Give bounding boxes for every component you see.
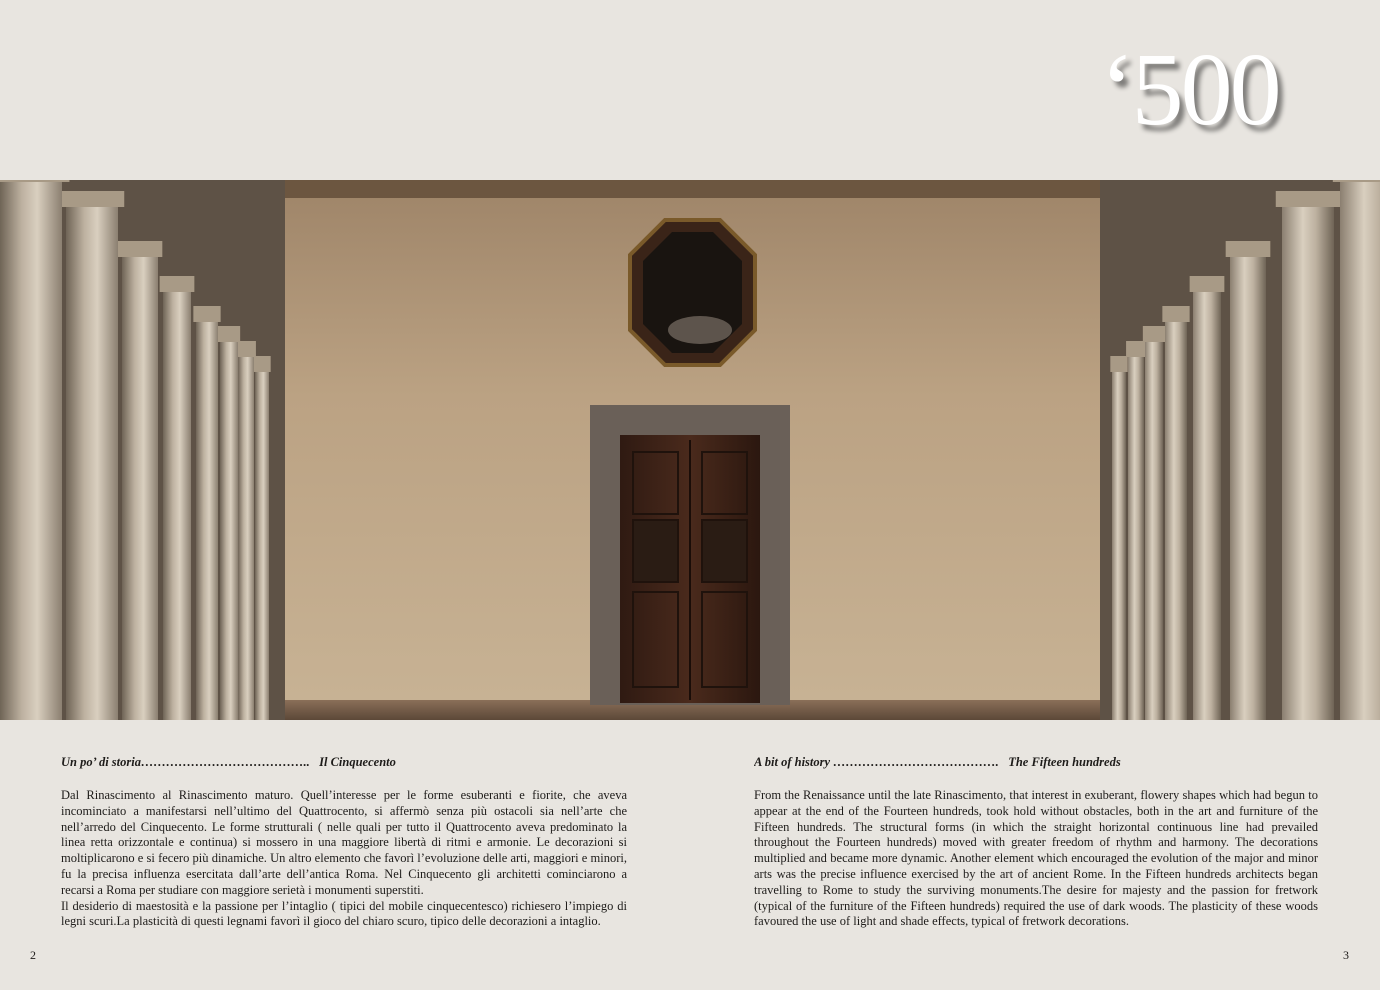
column-capital [1226,241,1271,257]
stone-column [66,205,118,720]
column-capital [218,326,240,342]
column-capital [0,180,69,182]
column-capital [160,276,195,292]
english-heading-left: A bit of history …………………………………. [754,755,999,769]
stone-column [1112,370,1126,720]
english-paragraph-1: From the Renaissance until the late Rinascimento, that interest in exuberant, flowery shapes which had begun to appear at the end of the Fourteen hundreds, took hold without obstacles, both in the art and furniture of the Fifteen hundreds. The structural forms (in which the straight horizontal continuous line had prevailed throughout the Fourteen hundreds) moved with greater freedom of rhythm and harmony. The decorations multiplied and became more dynamic. Another element which encouraged the evolution of the major and minor arts was the precise influence exercised by the art of ancient Rome. In the Fifteen hundreds architects began travelling to Rome to study the surviving monuments.The desire for majesty and the passion for fretwork (typical of the furniture of the Fifteen hundreds) required the use of dark woods. The plasticity of these woods favoured the use of light and shade effects, typical of fretwork decorations. [754,788,1318,929]
column-capital [1110,356,1127,372]
stone-column [1230,255,1266,720]
column-capital [1333,180,1380,182]
stone-column [238,355,254,720]
column-capital [118,241,163,257]
italian-heading: Un po’ di storia………………………………….. Il Cinquecento [61,755,396,769]
page-number-right: 3 [1343,948,1349,962]
english-text-column [754,755,1318,930]
italian-paragraph-1: Dal Rinascimento al Rinascimento maturo. Quell’interesse per le forme esuberanti e fiorite, che aveva incominciato a manifestarsi nell’ultimo del Quattrocento, si affermò senza più ostacoli sia nell’arte che nell’arredo del Cinquecento. Le forme strutturali ( nelle quali per tutto il Quattrocento aveva predominato la linea retta orizzontale e continua) si mossero in una maggiore libertà di ritmi e armonie. Le decorazioni si moltiplicarono e si fecero più dinamiche. Un altro elemento che favorì l’evoluzione delle arti, maggiori e minori, fu la precisa influenza esercitata dall’arte dell’antica Roma. Nel Cinquecento gli architetti cominciarono a recarsi a Roma per studiare con maggiore serietà i monumenti superstiti. [61,788,627,897]
stone-column [220,340,238,720]
italian-text-column [61,755,627,930]
stone-column [1165,320,1187,720]
column-capital [1143,326,1165,342]
stone-column [196,320,218,720]
stone-column [163,290,191,720]
column-capital [1276,191,1340,207]
column-capital [1162,306,1189,322]
english-heading [754,755,1318,772]
stone-column [1282,205,1334,720]
stone-column [1128,355,1144,720]
stone-column [1193,290,1221,720]
cloister-corridor-image [0,180,1380,720]
english-heading-right: The Fifteen hundreds [1008,755,1121,769]
stone-column [1145,340,1163,720]
column-capital [253,356,270,372]
page-number-left: 2 [30,948,36,962]
column-capital [1126,341,1146,357]
stone-column [0,180,62,720]
page-title: ‘500 [1100,32,1279,147]
column-capital [193,306,220,322]
column-capital [1190,276,1225,292]
stone-column [255,370,269,720]
italian-heading-right: Il Cinquecento [319,755,396,769]
italian-heading-left: Un po’ di storia…………………………………. [61,755,307,769]
stone-column [122,255,158,720]
column-capital [236,341,256,357]
italian-paragraph-2: Il desiderio di maestosità e la passione per l’intaglio ( tipici del mobile cinquecentesco) richiesero l’impiego di legni scuri.La plasticità di questi legnami favorì il gioco del chiaro scuro, tipico delle decorazioni a intaglio. [61,898,627,929]
stone-column [1340,180,1380,720]
column-capital [60,191,124,207]
